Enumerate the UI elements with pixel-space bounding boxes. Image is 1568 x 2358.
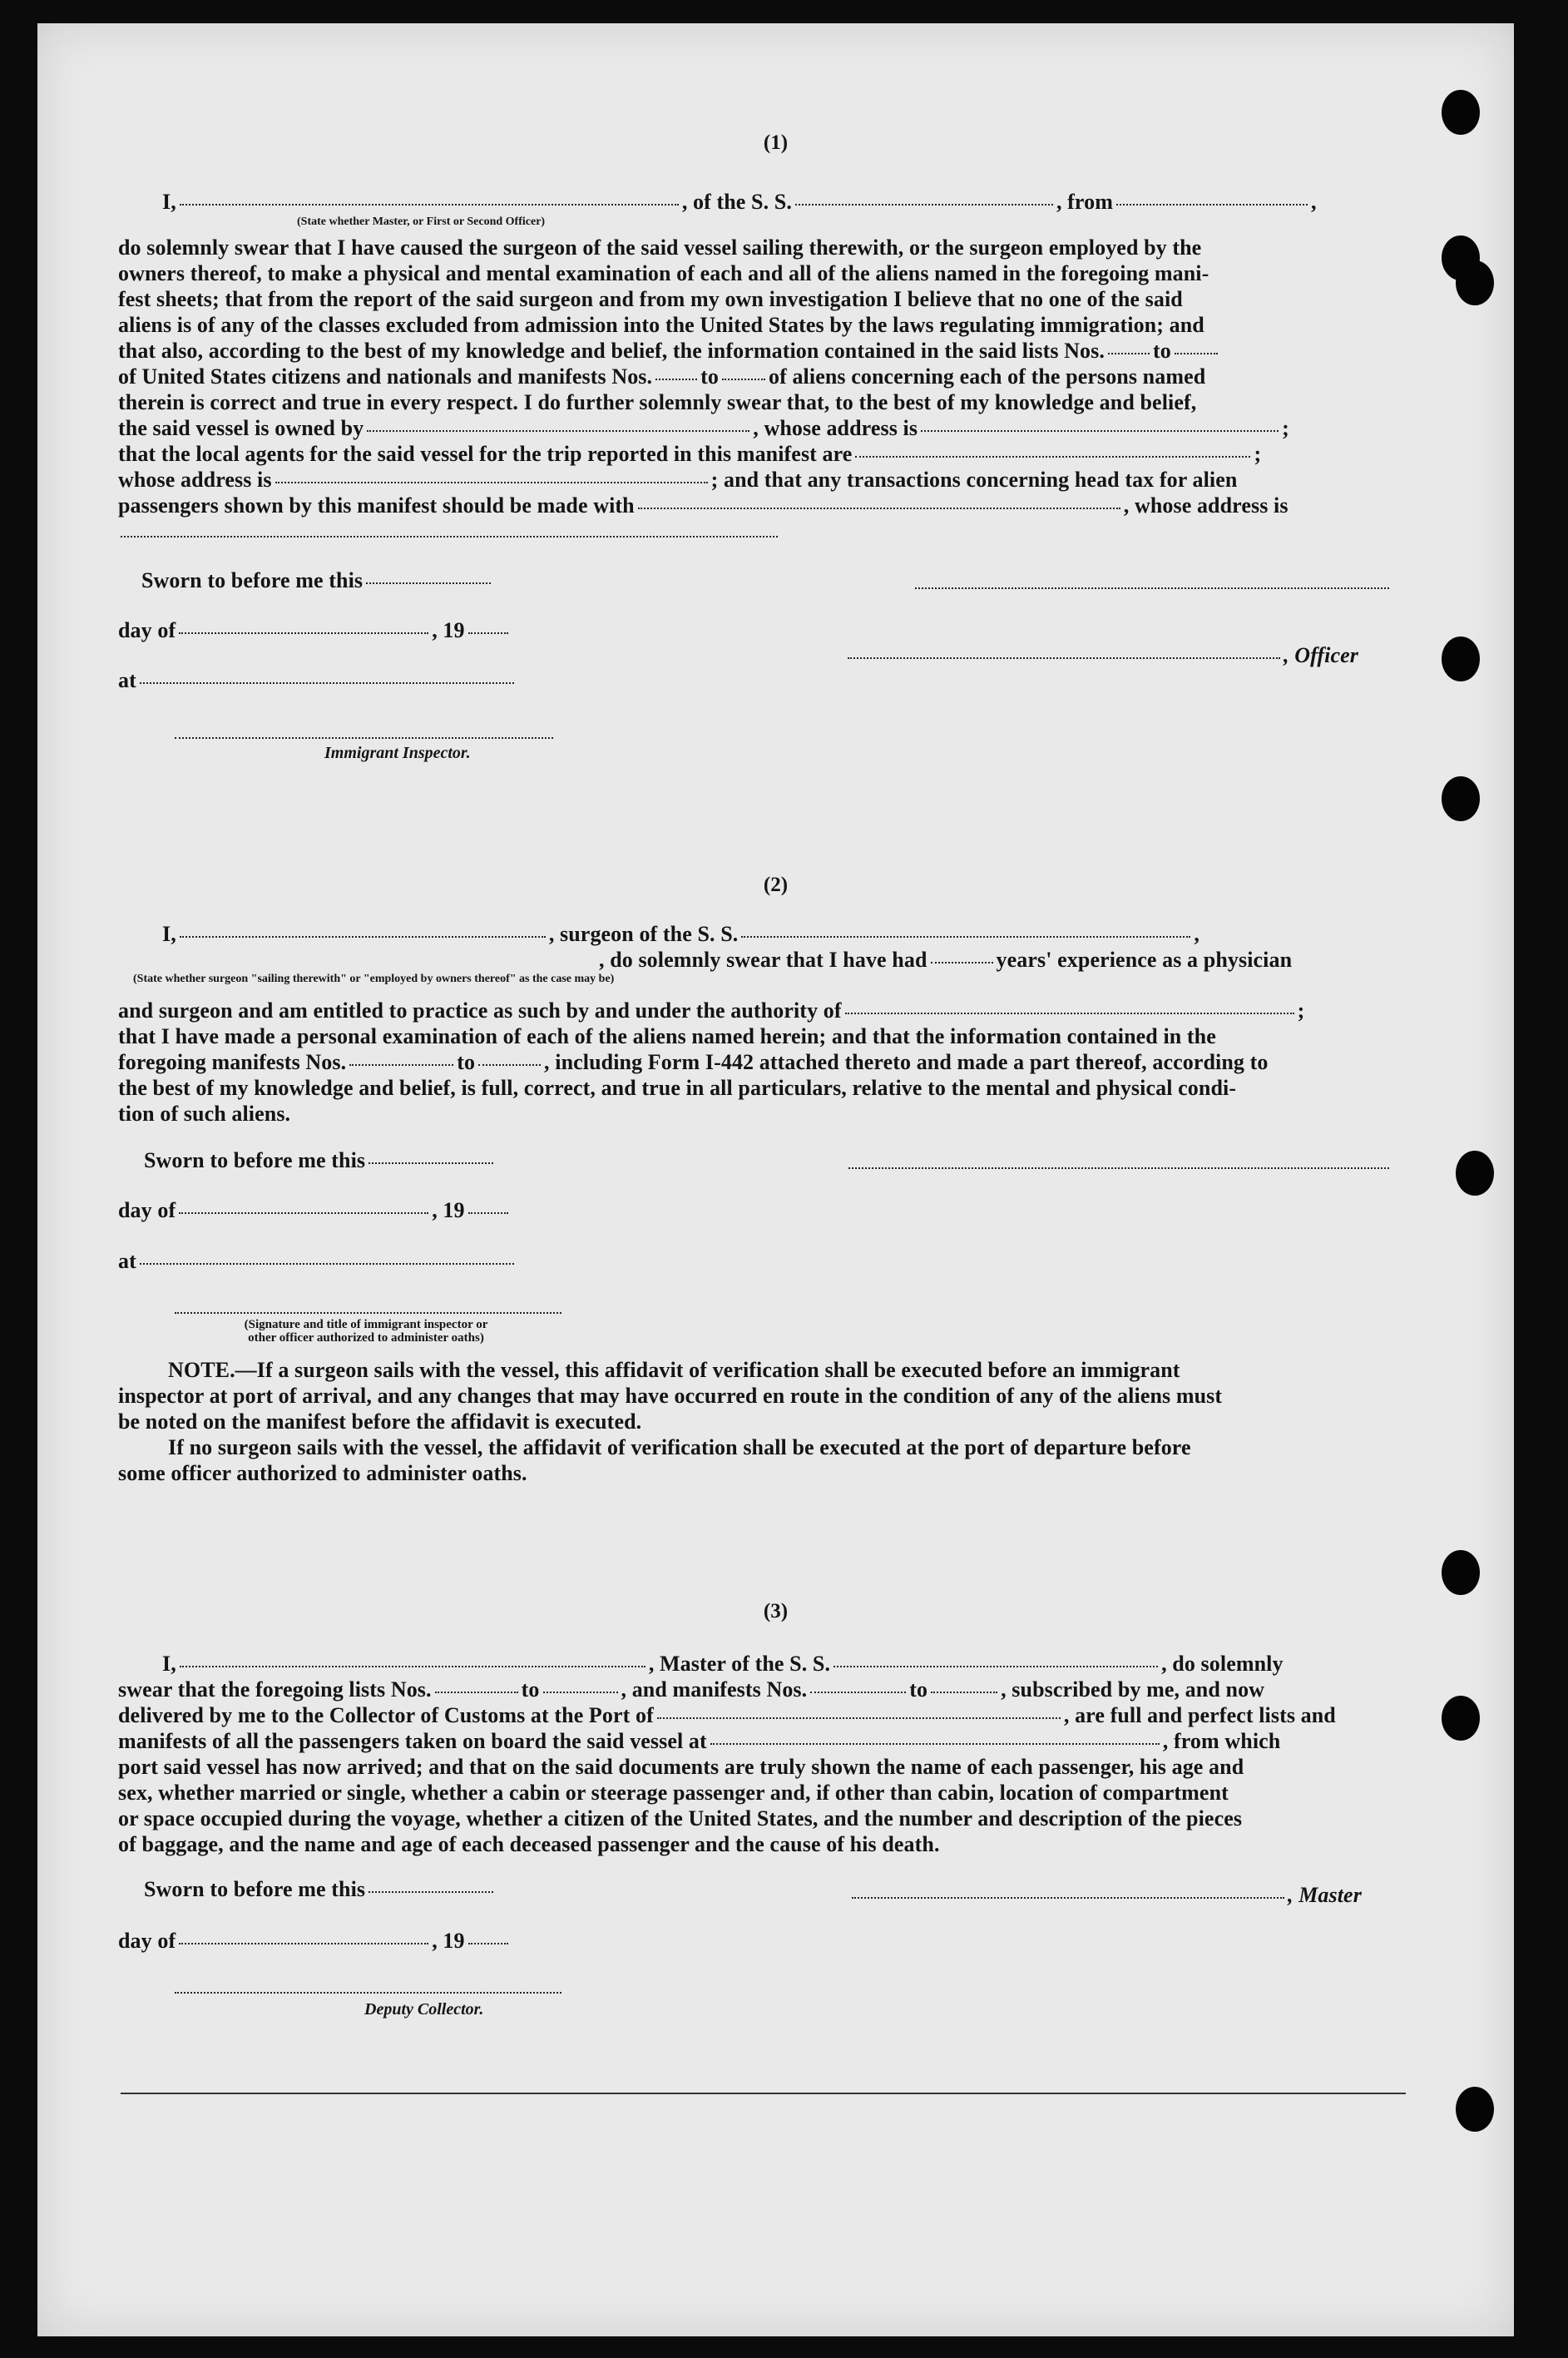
s2-day-of: day of , 19: [118, 1198, 512, 1223]
s2-line-4: that I have made a personal examination of each of the aliens named herein; and that the information contained in the: [118, 1024, 1216, 1048]
s3-lists-from-field[interactable]: [435, 1691, 518, 1693]
punch-hole: [1442, 1550, 1480, 1595]
s3-day-of: day of , 19: [118, 1929, 512, 1954]
s3-line-4: manifests of all the passengers taken on board the said vessel at , from which: [118, 1729, 1281, 1753]
s1-line-8: therein is correct and true in every respect. I do further solemnly swear that, to the best of my knowledge and belief,: [118, 390, 1197, 414]
s3-line-1: I, , Master of the S. S. , do solemnly: [162, 1652, 1284, 1676]
s2-manifests-from-field[interactable]: [349, 1063, 453, 1066]
section-1-number: (1): [763, 131, 789, 154]
s1-line-7: of United States citizens and nationals and manifests Nos. to of aliens concerning each of the persons named: [118, 364, 1206, 389]
s1-owner-address-field[interactable]: [921, 429, 1279, 432]
s2-authority-field[interactable]: [845, 1012, 1294, 1014]
form-sheet: [37, 23, 1514, 2336]
s2-note-5: some officer authorized to administer oaths.: [118, 1461, 527, 1485]
s2-manifests-to-field[interactable]: [478, 1063, 541, 1066]
s1-line-6: that also, according to the best of my knowledge and belief, the information contained in the said lists Nos. to: [118, 339, 1221, 364]
s3-line-8: of baggage, and the name and age of each deceased passenger and the cause of his death.: [118, 1832, 940, 1856]
s1-headtax-field[interactable]: [638, 507, 1120, 509]
s1-from: , from: [1056, 190, 1113, 214]
s2-line-2: , do solemnly swear that I have had years' experience as a physician: [599, 948, 1293, 972]
s1-manifests-from-field[interactable]: [655, 378, 697, 380]
s1-at-field[interactable]: [140, 681, 514, 684]
s3-master-name-field[interactable]: [180, 1665, 646, 1667]
s2-surgeon-name-field[interactable]: [180, 935, 546, 938]
s3-deputy-caption: Deputy Collector.: [364, 2000, 484, 2019]
s1-line-1: I, , of the S. S. , from ,: [162, 190, 1317, 214]
s1-officer-sign: , Officer: [844, 643, 1358, 668]
s3-line-7: or space occupied during the voyage, whether a citizen of the United States, and the number and description of the pieces: [118, 1806, 1243, 1830]
s2-years-field[interactable]: [931, 961, 993, 964]
s1-manifests-to-field[interactable]: [722, 378, 765, 380]
s1-owner-field[interactable]: [367, 429, 749, 432]
s3-manifests-to-field[interactable]: [931, 1691, 997, 1693]
s3-port-field[interactable]: [657, 1716, 1061, 1719]
s2-note-1: NOTE.—If a surgeon sails with the vessel, this affidavit of verification shall be executed before an immigrant: [168, 1358, 1180, 1382]
s3-line-5: port said vessel has now arrived; and that on the said documents are truly shown the name of each passenger, his age and: [118, 1755, 1244, 1779]
s3-line-3: delivered by me to the Collector of Customs at the Port of , are full and perfect lists and: [118, 1703, 1336, 1727]
s2-note-4: If no surgeon sails with the vessel, the affidavit of verification shall be executed at the port of departure before: [168, 1435, 1191, 1459]
s2-month-field[interactable]: [179, 1211, 428, 1214]
s3-manifests-from-field[interactable]: [810, 1691, 906, 1693]
s3-line-2: swear that the foregoing lists Nos. to , and manifests Nos. to , subscribed by me, and now: [118, 1677, 1265, 1702]
s3-master-sign: , Master: [848, 1883, 1362, 1908]
s2-sworn: Sworn to before me this: [144, 1148, 497, 1173]
s2-vessel-field[interactable]: [741, 935, 1190, 938]
section-3-number: (3): [763, 1600, 789, 1622]
section-2-number: (2): [763, 874, 789, 896]
punch-hole: [1456, 2087, 1494, 2132]
punch-hole: [1456, 260, 1494, 305]
s2-line-6: the best of my knowledge and belief, is full, correct, and true in all particulars, relative to the mental and physical condi-: [118, 1076, 1237, 1100]
s3-sworn: Sworn to before me this: [144, 1877, 497, 1902]
s2-note-3: be noted on the manifest before the affidavit is executed.: [118, 1409, 642, 1434]
s1-lists-from-field[interactable]: [1108, 352, 1150, 354]
s1-vessel-field[interactable]: [795, 203, 1053, 206]
s1-headtax-address-field[interactable]: [121, 535, 778, 537]
s1-line-2: do solemnly swear that I have caused the surgeon of the said vessel sailing therewith, or the surgeon employed by the: [118, 235, 1202, 260]
punch-hole: [1456, 1151, 1494, 1196]
s3-lists-to-field[interactable]: [543, 1691, 618, 1693]
s1-month-field[interactable]: [179, 632, 428, 634]
s3-boarding-port-field[interactable]: [710, 1742, 1160, 1745]
s1-line-9: the said vessel is owned by , whose address is ;: [118, 416, 1289, 440]
s1-of-ss: , of the S. S.: [681, 190, 792, 214]
s1-line-10: that the local agents for the said vessel for the trip reported in this manifest are ;: [118, 442, 1262, 466]
s1-agents-address-field[interactable]: [275, 481, 708, 483]
punch-hole: [1442, 1696, 1480, 1741]
s1-line-4: fest sheets; that from the report of the said surgeon and from my own investigation I believe that no one of the said: [118, 287, 1183, 311]
s2-surgeon-hint: (State whether surgeon "sailing therewith" or "employed by owners thereof" as the case may be): [133, 973, 615, 985]
s3-year-field[interactable]: [468, 1942, 508, 1944]
s1-day-of: day of , 19: [118, 618, 512, 643]
s1-at: at: [118, 668, 517, 693]
s2-note-2: inspector at port of arrival, and any changes that may have occurred en route in the condition of any of the aliens must: [118, 1384, 1223, 1408]
punch-hole: [1442, 637, 1480, 681]
s2-signature-caption: (Signature and title of immigrant inspector or other officer authorized to administer oaths): [244, 1318, 488, 1345]
s1-i: I,: [162, 190, 176, 214]
s1-sworn-day-field[interactable]: [366, 582, 491, 584]
s3-master-signature-field[interactable]: [852, 1896, 1284, 1899]
s1-inspector-signature-field[interactable]: [175, 736, 553, 739]
punch-hole: [1442, 90, 1480, 135]
s3-vessel-field[interactable]: [833, 1665, 1158, 1667]
s2-year-field[interactable]: [468, 1211, 508, 1214]
bottom-rule: [121, 2092, 1406, 2094]
s1-inspector-caption: Immigrant Inspector.: [324, 744, 471, 762]
s1-officer-field[interactable]: [180, 203, 679, 206]
s1-line-5: aliens is of any of the classes excluded from admission into the United States by the laws regulating immigration; and: [118, 313, 1204, 337]
s1-line-11: whose address is ; and that any transactions concerning head tax for alien: [118, 468, 1238, 492]
s1-lists-to-field[interactable]: [1175, 352, 1218, 354]
s2-sworn-day-field[interactable]: [369, 1162, 493, 1164]
s2-line-3: and surgeon and am entitled to practice as such by and under the authority of ;: [118, 998, 1305, 1023]
s2-line-7: tion of such aliens.: [118, 1102, 291, 1126]
s2-surgeon-signature-field[interactable]: [848, 1167, 1389, 1169]
s1-sworn-extra-line: [915, 587, 1389, 589]
s3-line-6: sex, whether married or single, whether a cabin or steerage passenger and, if other than cabin, location of compartment: [118, 1781, 1229, 1805]
punch-hole: [1442, 776, 1480, 821]
s2-at: at: [118, 1249, 517, 1274]
s1-sworn: Sworn to before me this: [141, 568, 494, 593]
s2-inspector-signature-field[interactable]: [175, 1311, 561, 1314]
s1-line-12: passengers shown by this manifest should be made with , whose address is: [118, 493, 1289, 518]
s2-line-1: I, , surgeon of the S. S. ,: [162, 922, 1199, 946]
s1-from-field[interactable]: [1116, 203, 1308, 206]
s1-line-3: owners thereof, to make a physical and mental examination of each and all of the aliens named in the foregoing mani-: [118, 261, 1209, 285]
s1-officer-hint: (State whether Master, or First or Second Officer): [297, 215, 546, 228]
s1-officer-signature-field[interactable]: [848, 656, 1280, 659]
s3-month-field[interactable]: [179, 1942, 428, 1944]
s2-line-5: foregoing manifests Nos. to , including Form I-442 attached thereto and made a part thereof, according to: [118, 1050, 1269, 1074]
s2-at-field[interactable]: [140, 1262, 514, 1265]
s3-sworn-day-field[interactable]: [369, 1890, 493, 1893]
s1-year-field[interactable]: [468, 632, 508, 634]
s3-collector-signature-field[interactable]: [175, 1991, 561, 1994]
s1-agents-field[interactable]: [855, 455, 1250, 458]
